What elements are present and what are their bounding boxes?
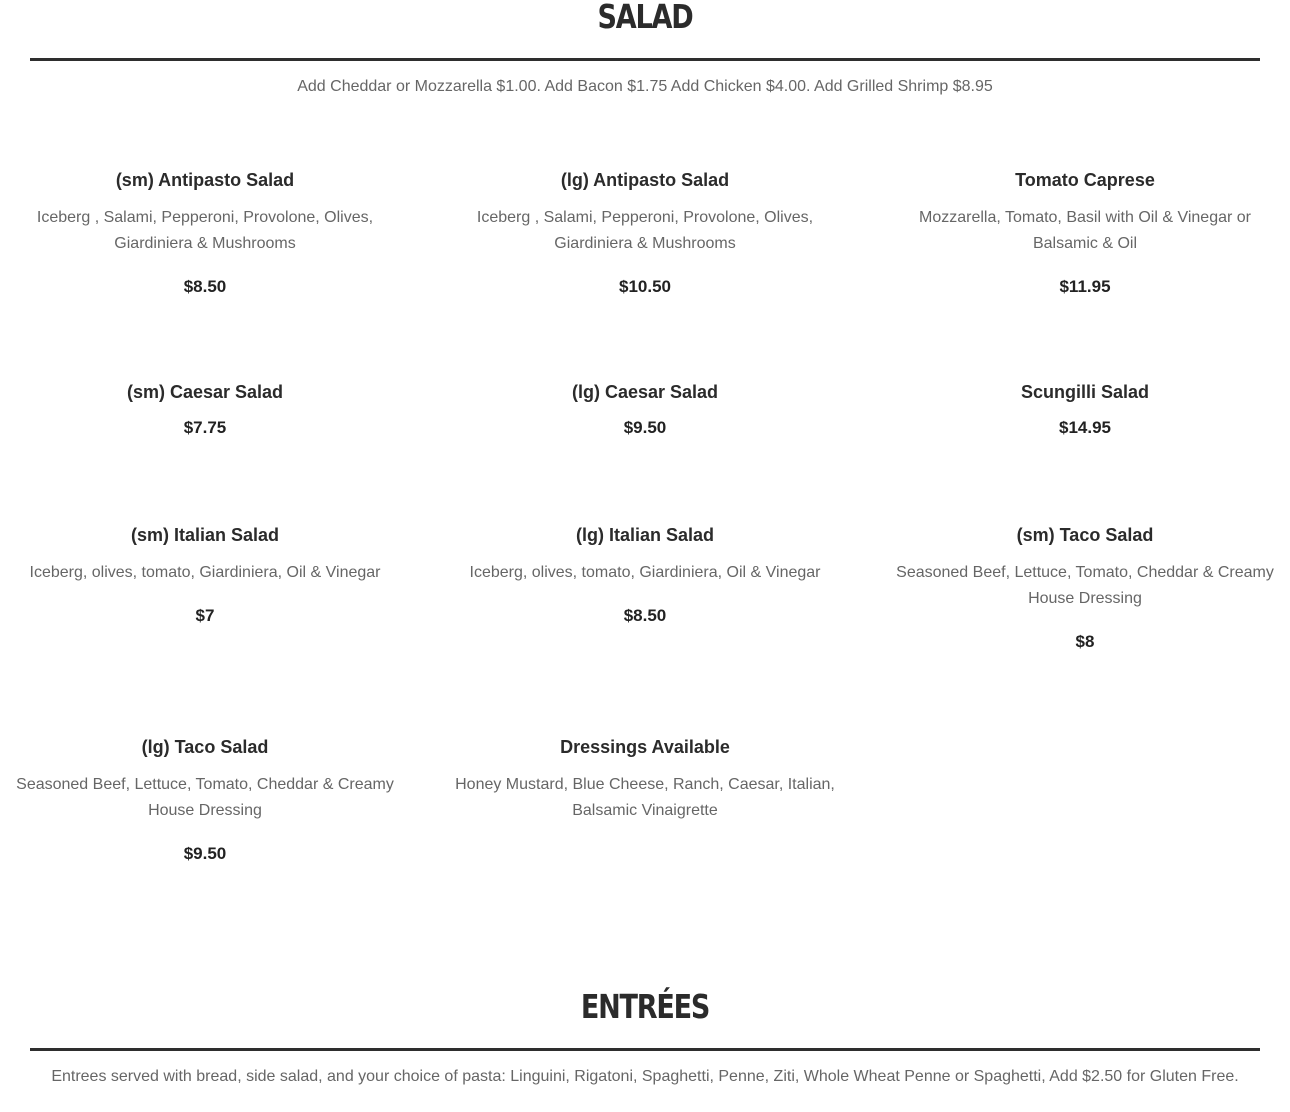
menu-item-price: $11.95 xyxy=(1059,277,1111,296)
menu-item-name: Scungilli Salad xyxy=(1020,382,1150,402)
menu-item-tomato-caprese xyxy=(895,169,1275,298)
menu-item-price: $8.50 xyxy=(183,277,227,296)
menu-item-price: $8 xyxy=(1075,632,1095,651)
menu-item-lg-italian-salad xyxy=(455,524,835,627)
salad-divider xyxy=(30,58,1260,61)
menu-item-name: Tomato Caprese xyxy=(1015,170,1155,190)
menu-item-name: (lg) Caesar Salad xyxy=(571,382,719,402)
menu-item-description: Mozzarella, Tomato, Basil with Oil & Vinegar or Balsamic & Oil xyxy=(919,209,1251,252)
menu-item-sm-italian-salad xyxy=(15,524,395,627)
entrees-section-title: ENTRÉES xyxy=(580,987,710,1026)
menu-item-price: $9.50 xyxy=(623,418,667,437)
menu-item-description: Iceberg, olives, tomato, Giardiniera, Oil & Vinegar xyxy=(29,564,381,581)
menu-item-price: $7.75 xyxy=(183,418,227,437)
menu-item-lg-caesar-salad xyxy=(455,381,835,439)
menu-item-name: (sm) Antipasto Salad xyxy=(115,170,295,190)
menu-item-sm-antipasto-salad xyxy=(15,169,395,298)
menu-item-name: (lg) Antipasto Salad xyxy=(560,170,730,190)
menu-item-name: Dressings Available xyxy=(560,737,730,757)
menu-item-name: (lg) Taco Salad xyxy=(141,737,269,757)
menu-item-price: $8.50 xyxy=(623,606,667,625)
menu-item-sm-caesar-salad xyxy=(15,381,395,439)
menu-item-description: Iceberg, olives, tomato, Giardiniera, Oil & Vinegar xyxy=(469,564,821,581)
menu-item-name: (sm) Taco Salad xyxy=(1016,525,1154,545)
entrees-note: Entrees served with bread, side salad, and your choice of pasta: Linguini, Rigatoni, Spaghetti, Penne, Ziti, Whole Wheat Penne or Spaghetti, Add $2.50 for Gluten Free. xyxy=(51,1068,1239,1085)
menu-item-description: Seasoned Beef, Lettuce, Tomato, Cheddar & Creamy House Dressing xyxy=(896,564,1274,607)
menu-item-description: Iceberg , Salami, Pepperoni, Provolone, Olives, Giardiniera & Mushrooms xyxy=(476,209,814,252)
menu-item-sm-taco-salad xyxy=(895,524,1275,653)
menu-item-description: Honey Mustard, Blue Cheese, Ranch, Caesar, Italian, Balsamic Vinaigrette xyxy=(455,776,835,819)
menu-item-dressings-available xyxy=(455,736,835,843)
menu-item-lg-taco-salad xyxy=(15,736,395,865)
menu-item-description: Seasoned Beef, Lettuce, Tomato, Cheddar & Creamy House Dressing xyxy=(16,776,394,819)
salad-addons-note: Add Cheddar or Mozzarella $1.00. Add Bacon $1.75 Add Chicken $4.00. Add Grilled Shrimp $8.95 xyxy=(297,78,993,95)
menu-item-name: (lg) Italian Salad xyxy=(575,525,715,545)
menu-item-price: $10.50 xyxy=(619,277,671,296)
menu-item-name: (sm) Italian Salad xyxy=(130,525,280,545)
salad-section-title: SALAD xyxy=(597,0,693,36)
menu-item-price: $7 xyxy=(195,606,215,625)
entrees-divider xyxy=(30,1048,1260,1051)
menu-item-price: $9.50 xyxy=(183,844,227,863)
menu-item-scungilli-salad xyxy=(895,381,1275,439)
menu-item-description: Iceberg , Salami, Pepperoni, Provolone, Olives, Giardiniera & Mushrooms xyxy=(36,209,374,252)
menu-item-lg-antipasto-salad xyxy=(455,169,835,298)
menu-item-name: (sm) Caesar Salad xyxy=(126,382,284,402)
menu-item-price: $14.95 xyxy=(1059,418,1111,437)
